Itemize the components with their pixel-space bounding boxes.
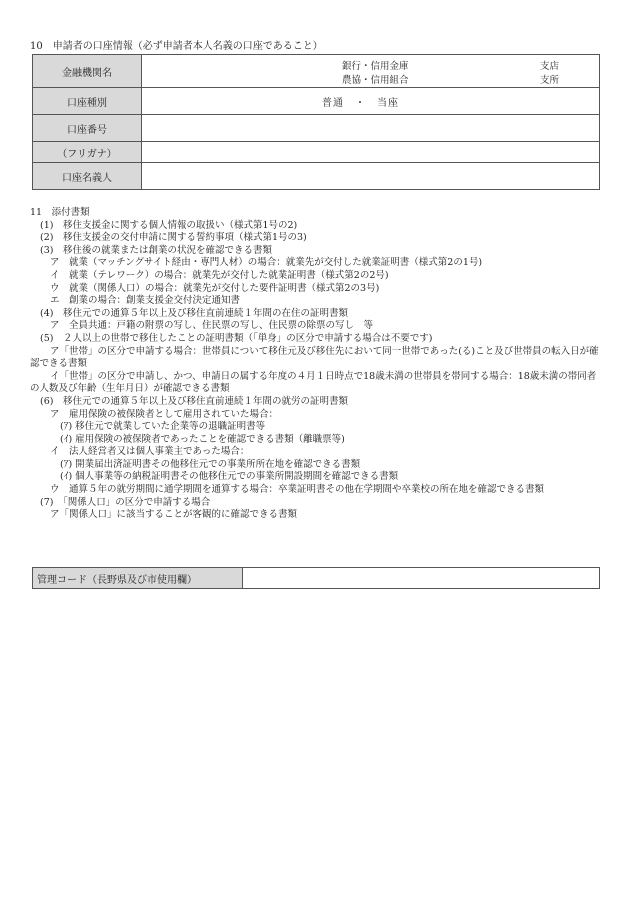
bank-line-1 bbox=[142, 58, 599, 71]
bank-name-field[interactable] bbox=[142, 55, 600, 88]
management-code-label: 管理コード（長野県及び市使用欄） bbox=[33, 568, 243, 589]
account-holder-label: 口座名義人 bbox=[33, 163, 142, 190]
account-info-table bbox=[32, 54, 600, 190]
management-code-row bbox=[33, 568, 600, 589]
list-item: イ 就業（テレワーク）の場合：就業先が交付した就業証明書（様式第2の2号) bbox=[50, 269, 389, 281]
list-item: (2) 移住支援金の交付申請に関する誓約事項（様式第1号の3) bbox=[40, 232, 307, 244]
account-section-title: 10 申請者の口座情報（必ず申請者本人名義の口座であること） bbox=[30, 41, 323, 52]
bank-name-label: 金融機関名 bbox=[33, 55, 142, 88]
list-item: ア「世帯」の区分で申請する場合：世帯員について移住元及び移住先において同一世帯であった(る)こと及び世帯員の転入日が確認できる書類 bbox=[30, 345, 599, 370]
list-item: ア「関係人口」に該当することが客観的に確認できる書類 bbox=[50, 509, 298, 521]
list-item: ア 就業（マッチングサイト経由・専門人材）の場合：就業先が交付した就業証明書（様式第2の1号) bbox=[50, 257, 483, 269]
furigana-row bbox=[33, 142, 600, 163]
list-item: (1) 移住支援金に関する個人情報の取扱い（様式第1号の2) bbox=[40, 219, 298, 231]
attachments-title: 11 添付書類 bbox=[30, 207, 90, 218]
account-type-field[interactable] bbox=[142, 88, 600, 115]
attachments-list bbox=[30, 207, 605, 522]
list-item: ア 全員共通：戸籍の附票の写し、住民票の写し、住民票の除票の写し 等 bbox=[50, 320, 374, 332]
list-item: ウ 就業（関係人口）の場合：就業先が交付した要件証明書（様式第2の3号) bbox=[50, 282, 380, 294]
account-holder-row bbox=[33, 163, 600, 190]
furigana-label: （フリガナ） bbox=[33, 142, 142, 163]
account-holder-field[interactable] bbox=[142, 163, 600, 190]
list-item: ウ 通算５年の就労期間に通学期間を通算する場合：卒業証明書その他在学期間や卒業校の所在地を確認できる書類 bbox=[50, 484, 545, 496]
list-item: (ｱ) 開業届出済証明書その他移住元での事業所所在地を確認できる書類 bbox=[60, 458, 361, 470]
bank-row bbox=[33, 55, 600, 88]
list-item: (ｱ) 移住元で就業していた企業等の退職証明書等 bbox=[60, 421, 266, 433]
list-item: イ 法人経営者又は個人事業主であった場合： bbox=[50, 446, 250, 458]
sub-branch-label: 支所 bbox=[540, 75, 560, 86]
list-item: (3) 移住後の就業または創業の状況を確認できる書類 bbox=[40, 244, 272, 256]
bank-type-label: 銀行・信用金庫 bbox=[342, 61, 409, 72]
management-code-field[interactable] bbox=[243, 568, 600, 589]
bank-line-2 bbox=[142, 72, 599, 85]
list-item: (7) 「関係人口」の区分で申請する場合 bbox=[40, 496, 211, 508]
account-type-row bbox=[33, 88, 600, 115]
account-number-label: 口座番号 bbox=[33, 115, 142, 142]
list-item: (6) 移住元での通算５年以上及び移住直前連続１年間の就労の証明書類 bbox=[40, 395, 348, 407]
coop-type-label: 農協・信用組合 bbox=[342, 75, 409, 86]
list-item: (ｲ) 個人事業等の納税証明書その他移住元での事業所開設期間を確認できる書類 bbox=[60, 471, 399, 483]
account-number-field[interactable] bbox=[142, 115, 600, 142]
account-type-options: 普通 ・ 当座 bbox=[322, 97, 399, 109]
list-item: エ 創業の場合：創業支援金交付決定通知書 bbox=[50, 295, 241, 307]
management-code-table bbox=[32, 567, 600, 589]
branch-label: 支店 bbox=[540, 61, 560, 72]
furigana-field[interactable] bbox=[142, 142, 600, 163]
account-type-label: 口座種別 bbox=[33, 88, 142, 115]
list-item: ア 雇用保険の被保険者として雇用されていた場合： bbox=[50, 408, 279, 420]
list-item: (4) 移住元での通算５年以上及び移住直前連続１年間の在住の証明書類 bbox=[40, 307, 348, 319]
list-item: (5) ２人以上の世帯で移住したことの証明書類（「単身」の区分で申請する場合は不要です) bbox=[40, 332, 433, 344]
account-number-row bbox=[33, 115, 600, 142]
list-item: イ「世帯」の区分で申請し、かつ、申請日の属する年度の４月１日時点で18歳未満の世帯員を帯同する場合：18歳未満の帯同者の人数及び年齢（生年月日）が確認できる書類 bbox=[30, 370, 597, 395]
list-item: (ｲ) 雇用保険の被保険者であったことを確認できる書類（離職票等) bbox=[60, 433, 345, 445]
